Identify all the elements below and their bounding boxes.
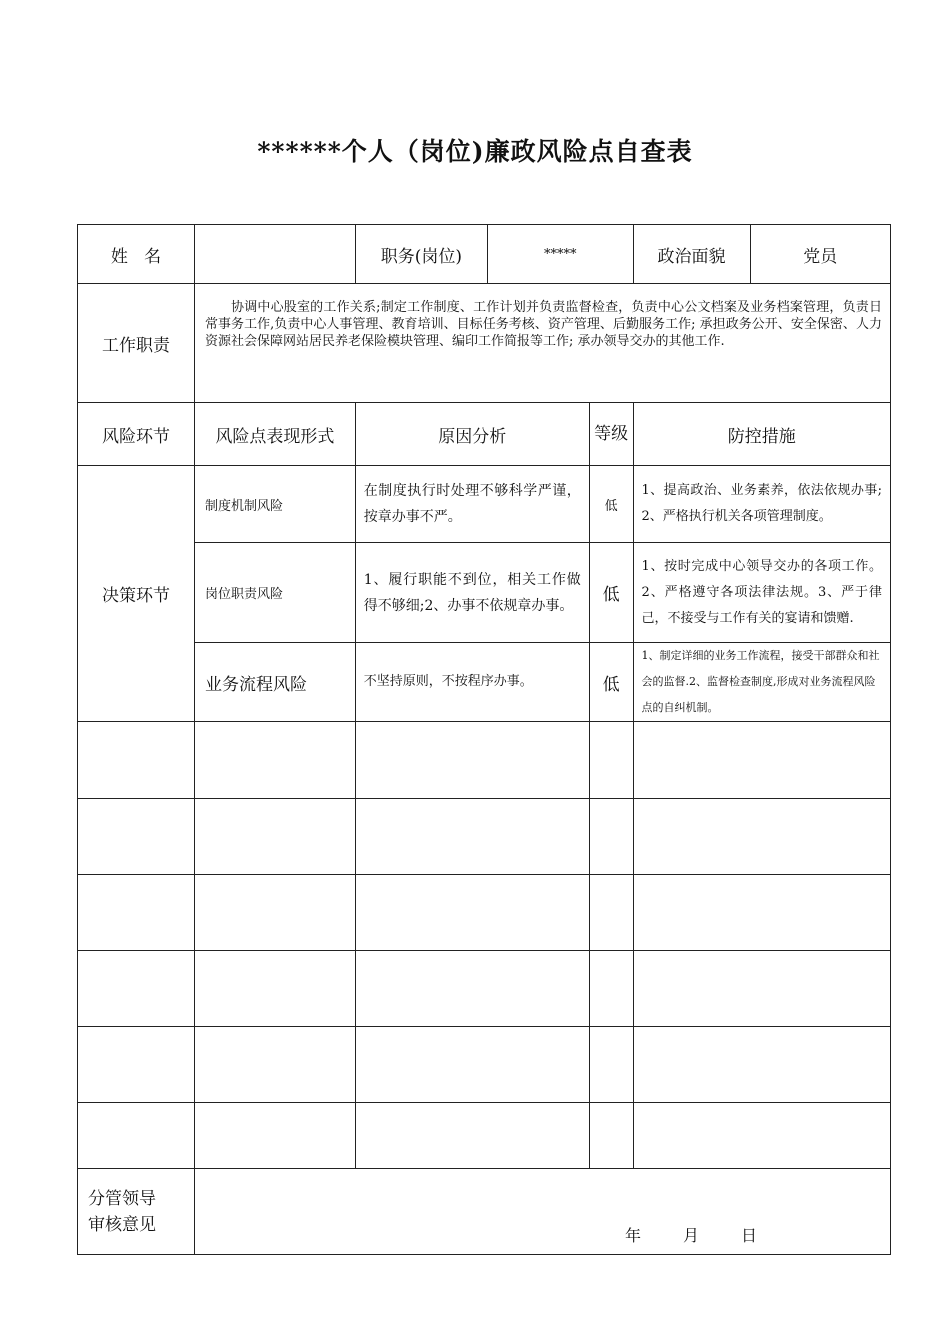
risk-form: 岗位职责风险 (195, 543, 356, 643)
empty-cell[interactable] (355, 951, 589, 1027)
risk-measures[interactable]: 1、提高政治、业务素养，依法依规办事; 2、严格执行机关各项管理制度。 (633, 466, 890, 543)
political-value[interactable]: 党员 (750, 225, 890, 284)
duties-label: 工作职责 (78, 284, 195, 403)
year-label: 年 (625, 1226, 642, 1245)
risk-cause[interactable]: 1、履行职能不到位，相关工作做得不够细;2、办事不依规章办事。 (355, 543, 589, 643)
risk-cause[interactable]: 不坚持原则，不按程序办事。 (355, 643, 589, 722)
review-date (195, 1169, 890, 1254)
day-label: 日 (741, 1226, 758, 1245)
empty-cell[interactable] (589, 951, 633, 1027)
col-risk-form: 风险点表现形式 (195, 403, 356, 466)
empty-cell[interactable] (589, 1103, 633, 1169)
empty-cell[interactable] (78, 722, 195, 799)
empty-cell[interactable] (589, 1027, 633, 1103)
risk-measures[interactable]: 1、按时完成中心领导交办的各项工作。2、严格遵守各项法律法规。3、严于律己，不接受与工作有关的宴请和馈赠. (633, 543, 890, 643)
position-value[interactable]: ***** (488, 225, 634, 284)
risk-level[interactable]: 低 (589, 543, 633, 643)
empty-row (78, 875, 891, 951)
political-label: 政治面貌 (633, 225, 750, 284)
review-label: 分管领导审核意见 (78, 1169, 195, 1255)
empty-cell[interactable] (633, 1103, 890, 1169)
empty-row (78, 1027, 891, 1103)
col-level: 等级 (589, 403, 633, 466)
empty-cell[interactable] (633, 722, 890, 799)
col-risk-stage: 风险环节 (78, 403, 195, 466)
page-title: ******个人（岗位)廉政风险点自查表 (257, 137, 693, 166)
empty-cell[interactable] (195, 951, 356, 1027)
duties-text[interactable]: 协调中心股室的工作关系;制定工作制度、工作计划并负责监督检查，负责中心公文档案及业务档案管理，负责日常事务工作,负责中心人事管理、教育培训、目标任务考核、资产管理、后勤服务工作; 承担政务公开、安全保密、人力资源社会保障网站居民养老保险模块管理、编印工作简报等工作; 承办领导交办的其他工作. (195, 284, 891, 403)
empty-row (78, 1103, 891, 1169)
empty-cell[interactable] (78, 1103, 195, 1169)
empty-cell[interactable] (355, 799, 589, 875)
risk-form: 业务流程风险 (195, 643, 356, 722)
empty-cell[interactable] (355, 722, 589, 799)
empty-cell[interactable] (195, 875, 356, 951)
empty-cell[interactable] (633, 799, 890, 875)
col-measures: 防控措施 (633, 403, 890, 466)
risk-level[interactable]: 低 (589, 466, 633, 543)
empty-cell[interactable] (589, 722, 633, 799)
risk-level[interactable]: 低 (589, 643, 633, 722)
empty-cell[interactable] (589, 875, 633, 951)
empty-cell[interactable] (195, 799, 356, 875)
self-check-table (77, 224, 891, 1255)
empty-row (78, 722, 891, 799)
empty-cell[interactable] (78, 875, 195, 951)
risk-form: 制度机制风险 (195, 466, 356, 543)
empty-cell[interactable] (195, 1103, 356, 1169)
empty-cell[interactable] (355, 875, 589, 951)
name-label: 姓 名 (78, 225, 195, 284)
month-label: 月 (683, 1226, 700, 1245)
name-value-cell[interactable] (195, 225, 356, 284)
empty-row (78, 799, 891, 875)
review-cell[interactable] (195, 1169, 891, 1255)
empty-cell[interactable] (589, 799, 633, 875)
empty-cell[interactable] (78, 799, 195, 875)
empty-cell[interactable] (195, 1027, 356, 1103)
empty-cell[interactable] (355, 1027, 589, 1103)
empty-cell[interactable] (78, 951, 195, 1027)
empty-row (78, 951, 891, 1027)
empty-cell[interactable] (78, 1027, 195, 1103)
empty-cell[interactable] (633, 875, 890, 951)
position-label: 职务(岗位) (355, 225, 487, 284)
decision-stage-label: 决策环节 (78, 466, 195, 722)
risk-cause[interactable]: 在制度执行时处理不够科学严谨，按章办事不严。 (355, 466, 589, 543)
empty-cell[interactable] (633, 1027, 890, 1103)
col-cause: 原因分析 (355, 403, 589, 466)
empty-cell[interactable] (195, 722, 356, 799)
risk-measures[interactable]: 1、制定详细的业务工作流程，接受干部群众和社会的监督.2、监督检查制度,形成对业务流程风险点的自纠机制。 (633, 643, 890, 722)
empty-cell[interactable] (355, 1103, 589, 1169)
empty-cell[interactable] (633, 951, 890, 1027)
